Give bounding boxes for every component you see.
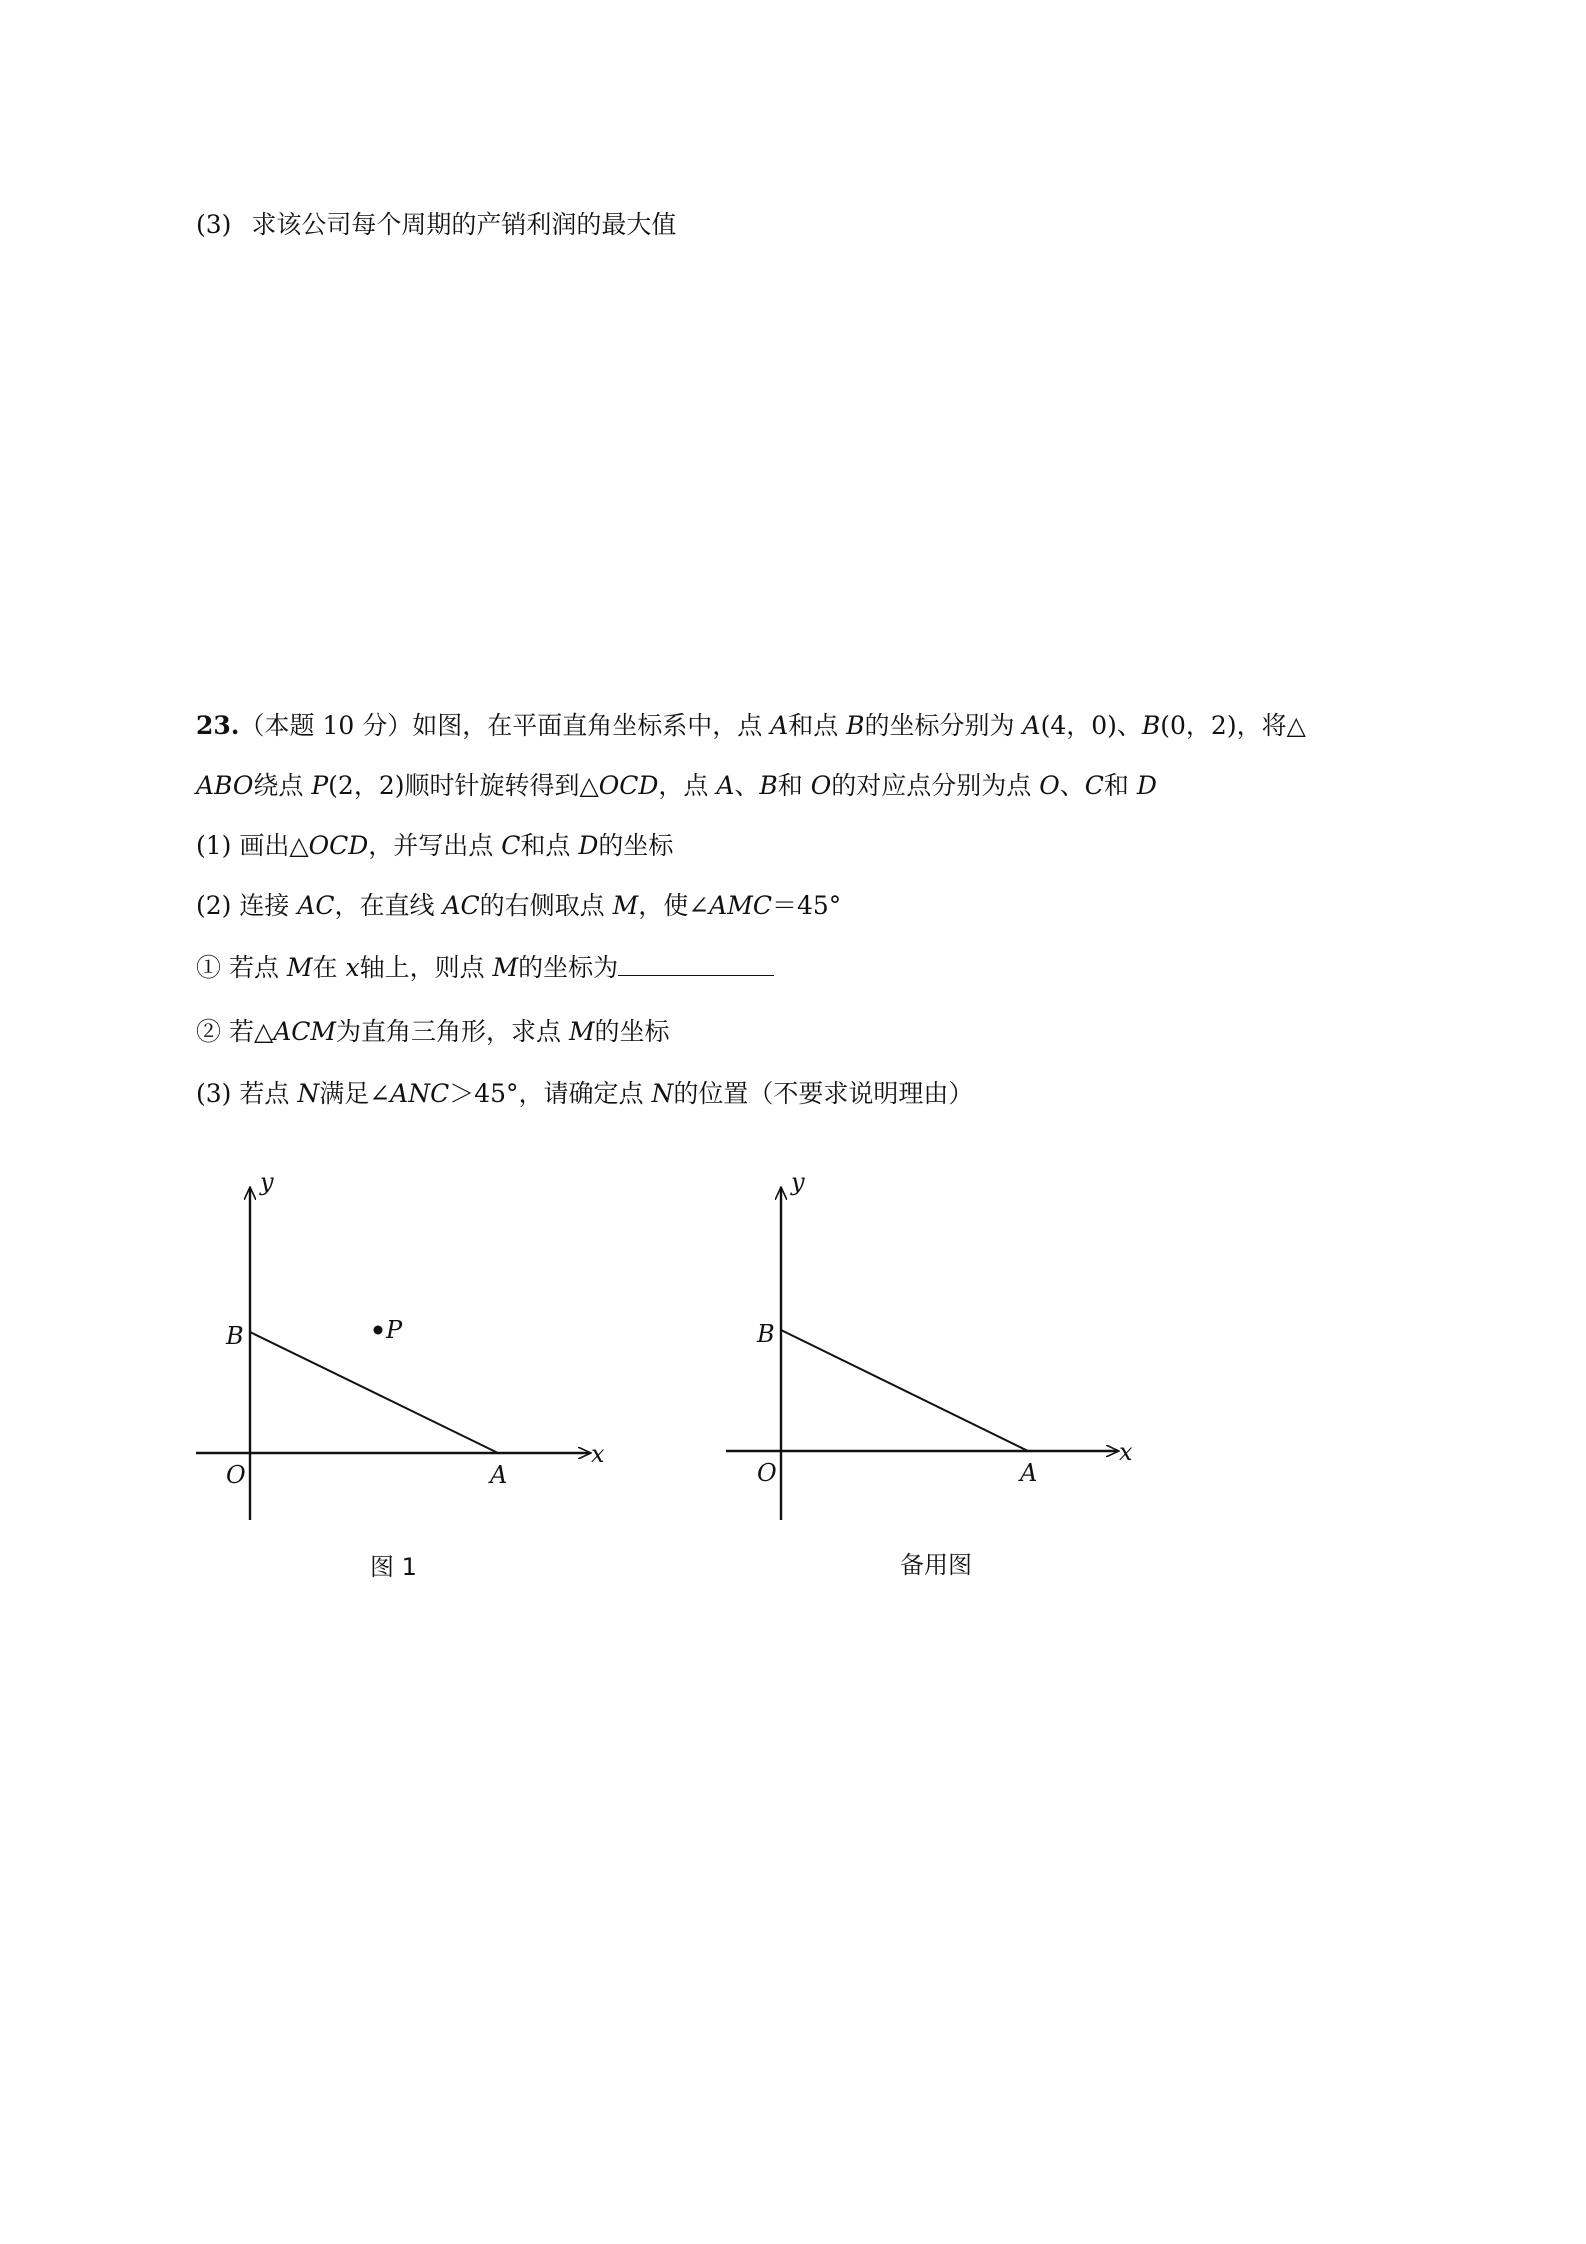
text: 轴上，则点: [359, 953, 493, 982]
point-label: M: [286, 953, 313, 982]
text: 的坐标分别为: [864, 711, 1023, 740]
question-text: 求该公司每个周期的产销利润的最大值: [251, 210, 677, 239]
text: 画出△: [231, 831, 309, 860]
point-label: M: [612, 891, 639, 920]
figure-1-caption: 图 1: [370, 1553, 417, 1581]
label-o: O: [757, 1459, 777, 1487]
label-y: y: [260, 1168, 274, 1196]
text: 为直角三角形，求点: [335, 1017, 569, 1046]
q23-part3: [196, 1077, 973, 1111]
point-label: A: [716, 771, 735, 800]
text: ＝45°: [771, 891, 842, 920]
q23-intro-line2: [196, 769, 1157, 803]
label-b: B: [226, 1322, 244, 1350]
point-label: P: [311, 771, 329, 800]
figure-1-diagram: [180, 1160, 620, 1530]
text: ＞45°，请确定点: [449, 1079, 652, 1108]
axis-label: x: [345, 953, 360, 982]
point-label: O: [810, 771, 832, 800]
text: （本题 10 分）如图，在平面直角坐标系中，点: [239, 711, 771, 740]
q23-intro-line1: [196, 709, 1306, 743]
triangle-label: ACM: [273, 1017, 336, 1046]
segment-ab: [781, 1330, 1028, 1451]
text: 和点: [788, 711, 847, 740]
question-number: 23.: [196, 711, 240, 740]
text: 和: [1103, 771, 1137, 800]
text: 若点: [221, 953, 287, 982]
label-p: P: [386, 1316, 403, 1344]
triangle-label: OCD: [598, 771, 659, 800]
label-a: A: [490, 1461, 508, 1489]
part-label: ①: [196, 953, 222, 982]
part-label: (1): [196, 831, 232, 860]
part-label: (3): [196, 210, 232, 239]
point-label: M: [568, 1017, 595, 1046]
label-o: O: [226, 1461, 246, 1489]
q23-part2: [196, 889, 841, 923]
point-label: N: [297, 1079, 320, 1108]
text: (2，2)顺时针旋转得到△: [328, 771, 599, 800]
figure-1: [180, 1160, 620, 1530]
q23-part2-1: [196, 951, 774, 985]
text: 连接: [231, 891, 298, 920]
part-label: (2): [196, 891, 232, 920]
point-label: O: [1039, 771, 1060, 800]
answer-blank[interactable]: [618, 951, 774, 976]
text: 的坐标: [594, 1017, 670, 1046]
text: 和: [777, 771, 811, 800]
point-label: A: [770, 711, 789, 740]
text: 和点: [520, 831, 579, 860]
label-y: y: [791, 1168, 805, 1196]
triangle-label: ABO: [196, 771, 254, 800]
part-label: (3): [196, 1079, 232, 1108]
label-x: x: [1119, 1438, 1133, 1466]
text: ，并写出点: [368, 831, 502, 860]
point-label: B: [1141, 711, 1161, 740]
point-label: C: [501, 831, 521, 860]
part-label: ②: [196, 1017, 222, 1046]
q23-part1: [196, 829, 673, 863]
point-label: B: [846, 711, 865, 740]
text: 绕点: [253, 771, 312, 800]
figure-backup: [710, 1160, 1150, 1530]
q23-part2-2: [196, 1015, 670, 1049]
text: 、: [1059, 771, 1085, 800]
figure-backup-diagram: [710, 1160, 1150, 1530]
text: ，在直线: [334, 891, 443, 920]
text: 若△: [221, 1017, 274, 1046]
label-a: A: [1020, 1459, 1038, 1487]
point-label: N: [651, 1079, 674, 1108]
text: (0，2)，将△: [1160, 711, 1306, 740]
angle-label: ANC: [390, 1079, 450, 1108]
triangle-label: OCD: [308, 831, 369, 860]
segment-label: AC: [297, 891, 335, 920]
label-x: x: [591, 1440, 605, 1468]
point-label: B: [759, 771, 778, 800]
text: 、: [734, 771, 760, 800]
angle-label: AMC: [709, 891, 772, 920]
text: 的右侧取点: [479, 891, 613, 920]
text: 的对应点分别为点: [831, 771, 1040, 800]
point-label: D: [1136, 771, 1157, 800]
text: 满足∠: [319, 1079, 391, 1108]
text: 的坐标: [598, 831, 674, 860]
text: ，使∠: [638, 891, 710, 920]
segment-label: AC: [442, 891, 480, 920]
label-b: B: [757, 1320, 775, 1348]
text: (4，0)、: [1040, 711, 1142, 740]
point-label: A: [1022, 711, 1041, 740]
point-p-dot: [374, 1326, 383, 1335]
point-label: D: [578, 831, 599, 860]
point-label: C: [1084, 771, 1104, 800]
text: 若点: [231, 1079, 298, 1108]
text: 的位置（不要求说明理由）: [673, 1079, 974, 1108]
point-label: M: [492, 953, 519, 982]
figure-backup-caption: 备用图: [900, 1551, 972, 1579]
text: ，点: [658, 771, 717, 800]
q22-part3: [196, 208, 676, 242]
text: 在: [312, 953, 346, 982]
segment-ab: [250, 1332, 498, 1453]
text: 的坐标为: [518, 953, 619, 982]
